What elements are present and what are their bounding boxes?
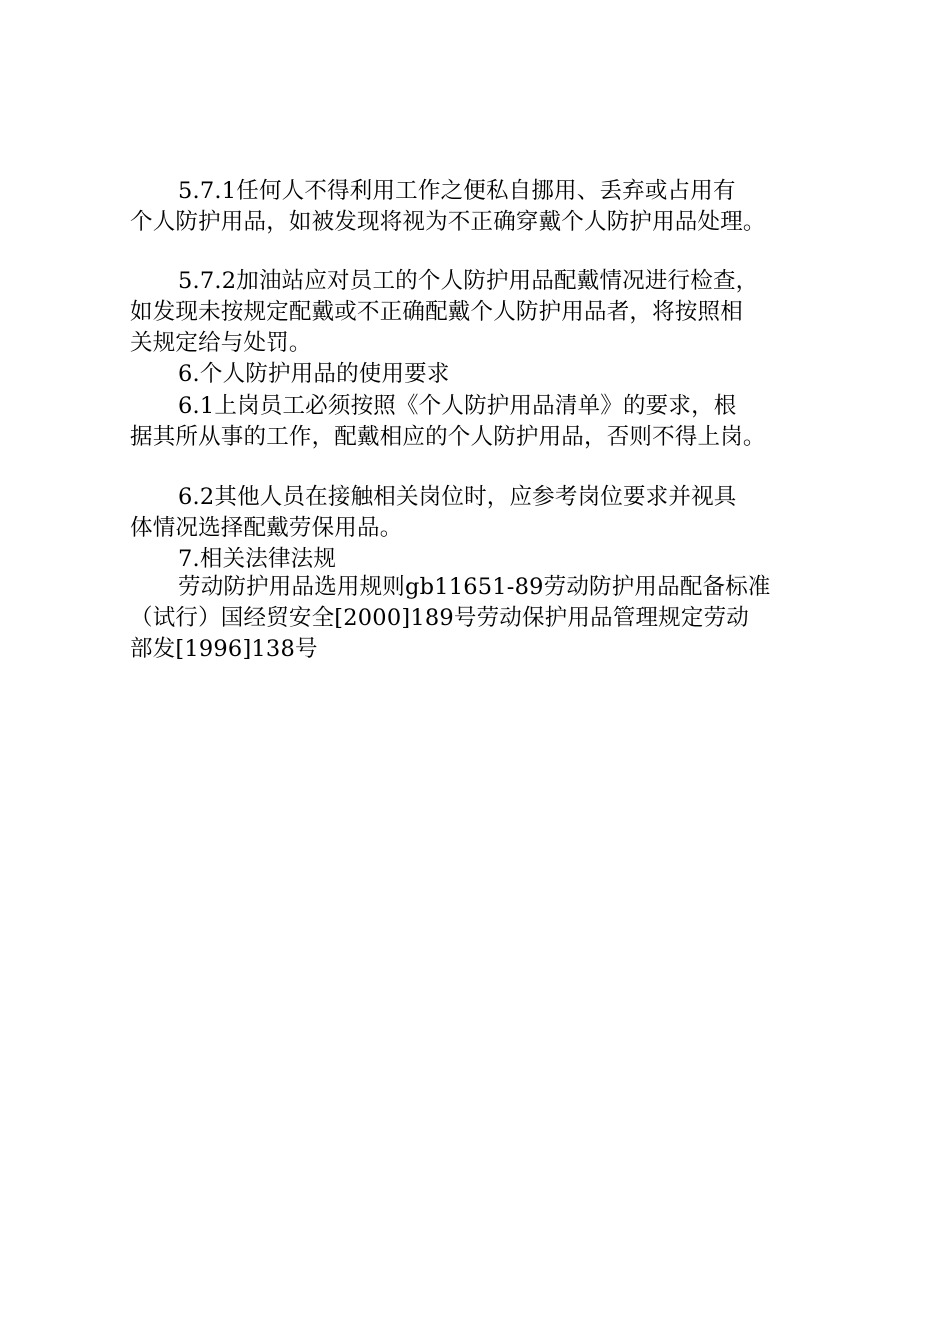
- paragraph-7-line-1: 劳动防护用品选用规则gb11651-89劳动防护用品配备标准: [178, 574, 771, 600]
- paragraph-7-line-2: （试行）国经贸安全[2000]189号劳动保护用品管理规定劳动: [130, 605, 749, 631]
- section-heading-7: 7.相关法律法规: [178, 546, 337, 572]
- paragraph-6-1-line-1: 6.1上岗员工必须按照《个人防护用品清单》的要求，根: [178, 393, 737, 419]
- paragraph-5-7-2-line-2: 如发现未按规定配戴或不正确配戴个人防护用品者，将按照相: [130, 299, 743, 325]
- paragraph-5-7-1-line-2: 个人防护用品，如被发现将视为不正确穿戴个人防护用品处理。: [130, 209, 766, 235]
- section-heading-6: 6.个人防护用品的使用要求: [178, 361, 450, 387]
- paragraph-5-7-1-line-1: 5.7.1任何人不得利用工作之便私自挪用、丢弃或占用有: [178, 178, 736, 204]
- paragraph-5-7-2-line-3: 关规定给与处罚。: [130, 330, 312, 356]
- paragraph-7-line-3: 部发[1996]138号: [130, 636, 318, 662]
- paragraph-6-2-line-1: 6.2其他人员在接触相关岗位时，应参考岗位要求并视具: [178, 484, 737, 510]
- paragraph-5-7-2-line-1: 5.7.2加油站应对员工的个人防护用品配戴情况进行检查，: [178, 268, 759, 294]
- paragraph-6-2-line-2: 体情况选择配戴劳保用品。: [130, 515, 403, 541]
- paragraph-6-1-line-2: 据其所从事的工作，配戴相应的个人防护用品，否则不得上岗。: [130, 424, 766, 450]
